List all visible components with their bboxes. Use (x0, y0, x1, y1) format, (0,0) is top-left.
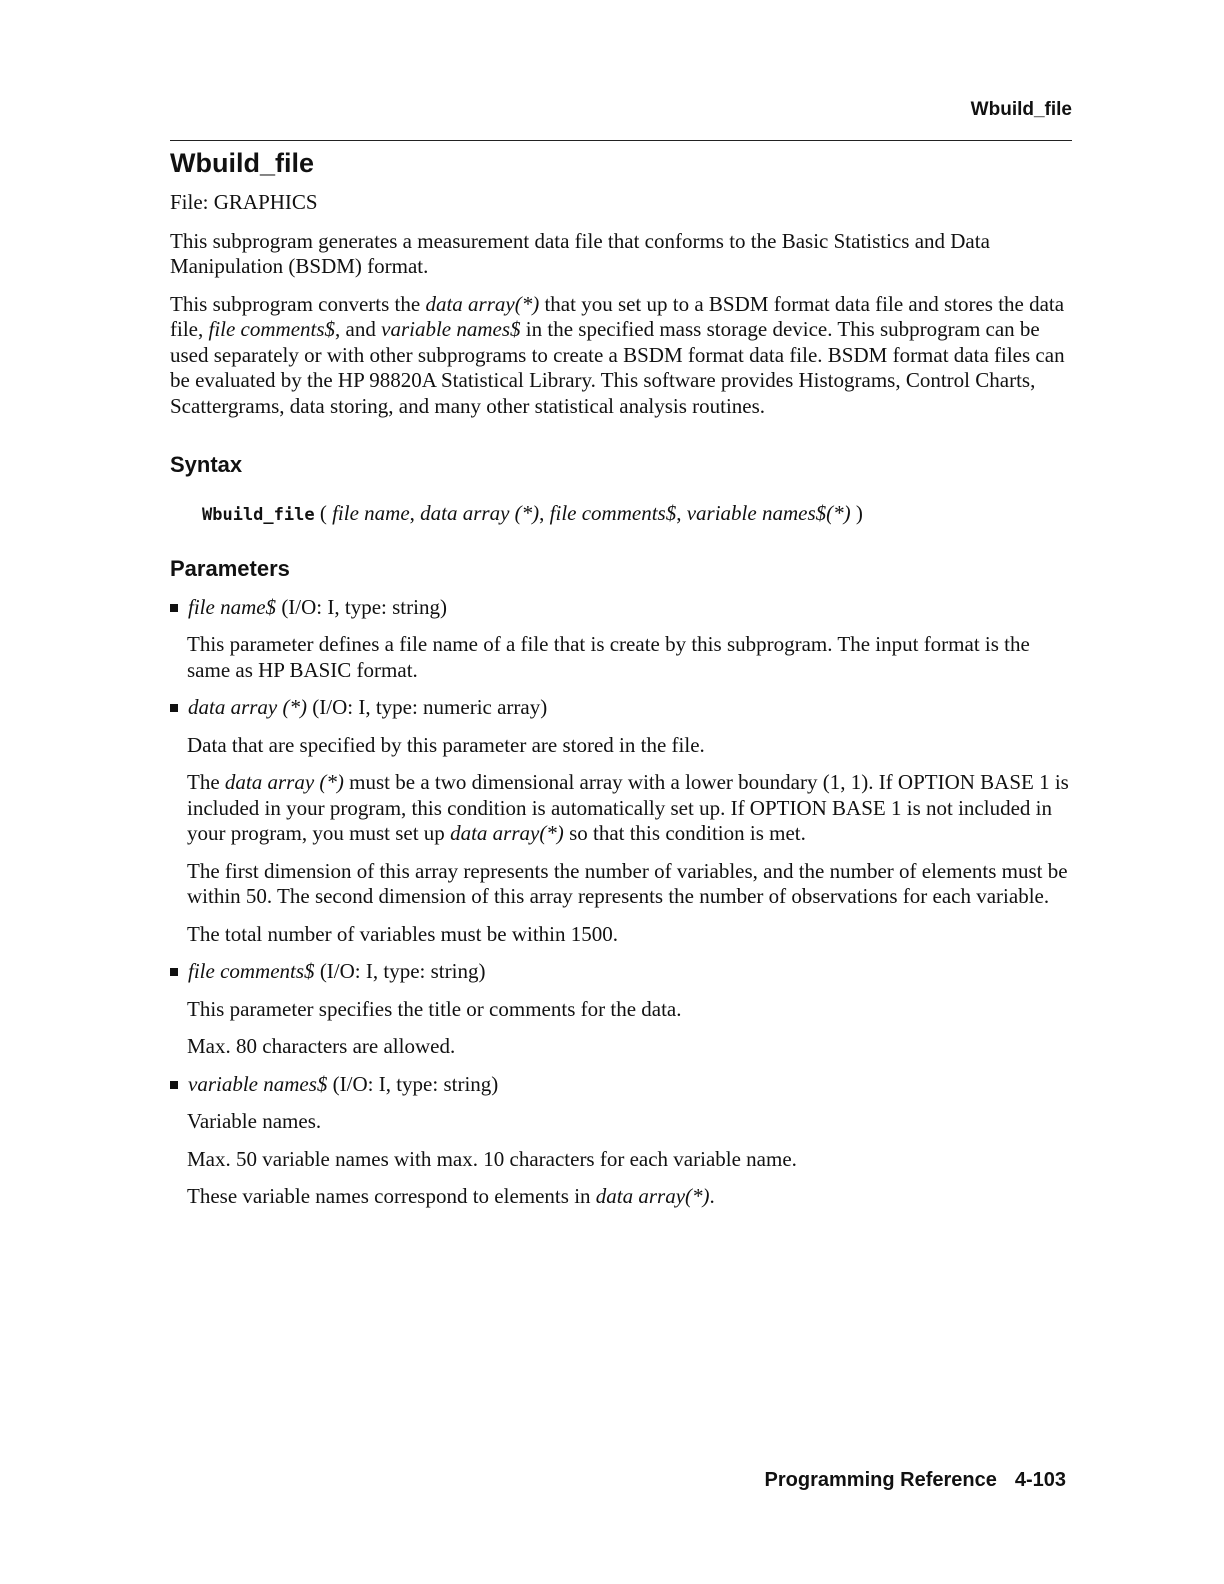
param-data-array: data array (*) (I/O: I, type: numeric array) Data that are specified by this parameter are stored in the file. The data array (*) must be a two dimensional array with a lower boundary (1, 1). If OPTION BASE 1 is included in your program, this condition is automatically set up. If OPTION BASE 1 is not included in your program, you must set up data array(*) so that this condition is met. The first dimension of this array represents the number of variables, and the number of elements must be within 50. The second dimension of this array represents the number of observations for each variable. The total number of variables must be within 1500. (170, 695, 1070, 947)
parameters-heading: Parameters (170, 555, 290, 581)
page-content (170, 146, 1070, 1222)
bullet-icon (170, 968, 178, 976)
intro-paragraph-1: This subprogram generates a measurement data file that conforms to the Basic Statistics and Data Manipulation (BSDM) format. (170, 228, 990, 278)
page-footer (765, 1469, 1066, 1492)
param-file-comments: file comments$ (I/O: I, type: string) This parameter specifies the title or comments for the data. Max. 80 characters are allowed. (170, 959, 1070, 1060)
syntax-heading: Syntax (170, 452, 243, 477)
param-variable-names: variable names$ (I/O: I, type: string) Variable names. Max. 50 variable names with max. 10 characters for each variable name. These variable names correspond to elements in data array(*). (170, 1072, 1070, 1210)
intro-paragraph-2: This subprogram converts the data array(*) that you set up to a BSDM format data file and stores the data file, file comments$, and variable names$ in the specified mass storage device. This subprogram can be used separately or with other subprograms to create a BSDM format data file. BSDM format data files can be evaluated by the HP 98820A Statistical Library. This software provides Histograms, Control Charts, Scattergrams, data storing, and many other statistical analysis routines. (170, 291, 1065, 418)
bullet-icon (170, 604, 178, 612)
bullet-icon (170, 1081, 178, 1089)
page-number: 4-103 (1014, 1469, 1066, 1491)
header-rule (170, 140, 1072, 141)
syntax-line: Wbuild_file ( file name, data array (*), file comments$, variable names$(*) ) (202, 501, 863, 525)
page-title: Wbuild_file (170, 148, 314, 178)
param-file-name: file name$ (I/O: I, type: string) This parameter defines a file name of a file that is create by this subprogram. The input format is the same as HP BASIC format. (170, 595, 1070, 684)
file-line: File: GRAPHICS (170, 190, 318, 214)
running-head: Wbuild_file (970, 99, 1072, 120)
bullet-icon (170, 704, 178, 712)
footer-label: Programming Reference (764, 1469, 997, 1491)
